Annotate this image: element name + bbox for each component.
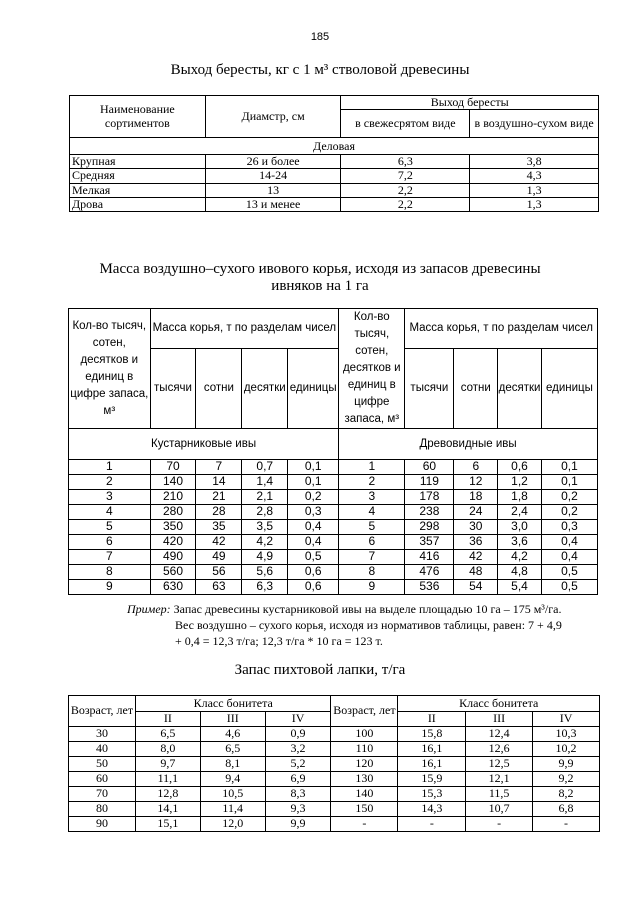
table-cell: 6,9 [265,772,331,787]
section-tree-willows: Древовидные ивы [339,429,598,460]
table-cell: 4,9 [242,550,288,565]
section-label: Деловая [70,138,599,155]
table-cell: 0,4 [541,550,597,565]
table-cell: 280 [150,505,196,520]
table-cell: 6,3 [242,580,288,595]
table-cell: 2,2 [341,197,470,211]
header-units: единицы [541,349,597,429]
table-row [69,490,598,505]
header-mass-left: Масса корья, т по разделам чисел [150,309,339,349]
table-cell: 0,3 [541,520,597,535]
example-label: Пример: [127,602,171,616]
table-cell: 14-24 [205,169,341,183]
table-cell: 9 [69,580,151,595]
table-cell: 15,1 [135,817,200,832]
table-cell: 50 [69,757,136,772]
table-row [69,565,598,580]
table-cell: 54 [454,580,498,595]
table-cell: 3,2 [265,742,331,757]
table-cell: 16,1 [398,757,466,772]
header-class-iii: III [466,711,533,727]
header-units: единицы [288,349,339,429]
table-row [69,475,598,490]
table-cell: 15,8 [398,727,466,742]
table-cell: 1,3 [470,183,599,197]
table-row [69,727,600,742]
table-cell: - [398,817,466,832]
table-cell: Средняя [70,169,206,183]
table1-title: Выход бересты, кг с 1 м³ стволовой древесины [170,62,470,78]
table-cell: 0,6 [288,565,339,580]
table-cell: 49 [196,550,242,565]
table-cell: 24 [454,505,498,520]
header-class-iv: IV [533,711,600,727]
header-age-right: Возраст, лет [331,696,398,727]
table-cell: 5 [69,520,151,535]
table-row [69,520,598,535]
table-cell: 1,3 [470,197,599,211]
table-cell: 4,8 [498,565,542,580]
table-cell: 0,9 [265,727,331,742]
table-cell: 70 [69,787,136,802]
table-cell: 13 [205,183,341,197]
table-cell: 8,2 [533,787,600,802]
table-cell: 3,6 [498,535,542,550]
table-cell: 140 [150,475,196,490]
table-cell: 8,0 [135,742,200,757]
header-class-left: Класс бонитета [135,696,331,712]
table-row [70,197,599,211]
table-cell: 5,4 [498,580,542,595]
table-cell: - [466,817,533,832]
table-cell: 0,4 [288,535,339,550]
table-cell: 0,7 [242,460,288,475]
table-cell: 70 [150,460,196,475]
table3-title: Запас пихтовой лапки, т/га [234,662,406,678]
table-cell: 18 [454,490,498,505]
table-cell: 0,6 [498,460,542,475]
table-cell: 21 [196,490,242,505]
table-cell: 2,2 [341,183,470,197]
table-cell: 9,4 [200,772,265,787]
table-cell: 5 [339,520,405,535]
table-cell: 100 [331,727,398,742]
header-dry: в воздушно-сухом виде [470,110,599,138]
table-cell: 13 и менее [205,197,341,211]
table-cell: 6,8 [533,802,600,817]
table-cell: 42 [196,535,242,550]
header-thousands: тысячи [405,349,454,429]
table-cell: 48 [454,565,498,580]
example-line3: + 0,4 = 12,3 т/га; 12,3 т/га * 10 га = 123 т. [175,634,383,648]
fir-twigs-table [68,695,600,832]
table-row [69,817,600,832]
table-cell: 1,4 [242,475,288,490]
table-cell: 12,0 [200,817,265,832]
table-cell: 12,5 [466,757,533,772]
header-age-left: Возраст, лет [69,696,136,727]
table-cell: 4,2 [242,535,288,550]
header-tens: десятки [242,349,288,429]
table-cell: 0,2 [541,505,597,520]
table-row [69,550,598,565]
table-cell: 490 [150,550,196,565]
table-cell: 6 [69,535,151,550]
header-fresh: в свежесрятом виде [341,110,470,138]
table-cell: 560 [150,565,196,580]
table-cell: 630 [150,580,196,595]
table-cell: 0,5 [541,580,597,595]
header-qty-right: Кол-во тысяч, сотен, десятков и единиц в цифре запаса, м³ [339,309,405,429]
table-cell: 0,6 [288,580,339,595]
table-cell: 1 [339,460,405,475]
table-cell: Крупная [70,155,206,169]
table-cell: 5,2 [265,757,331,772]
table-cell: 210 [150,490,196,505]
table-cell: 9,9 [265,817,331,832]
table-cell: 0,3 [288,505,339,520]
table-cell: 14 [196,475,242,490]
table-cell: 150 [331,802,398,817]
table-cell: 36 [454,535,498,550]
table-cell: 10,5 [200,787,265,802]
table-row [69,757,600,772]
header-hundreds: сотни [196,349,242,429]
table-cell: 12,4 [466,727,533,742]
header-name: Наименование сортиментов [70,96,206,138]
table-cell: 9,9 [533,757,600,772]
table-cell: 11,1 [135,772,200,787]
table-cell: 3,8 [470,155,599,169]
table-cell: Дрова [70,197,206,211]
table-cell: 2 [339,475,405,490]
table-cell: 4,3 [470,169,599,183]
table-cell: 15,9 [398,772,466,787]
table-row [69,772,600,787]
table-cell: 2,4 [498,505,542,520]
table-cell: 6,5 [135,727,200,742]
table-cell: 11,4 [200,802,265,817]
example-block [127,601,607,649]
table-cell: 6 [454,460,498,475]
header-thousands: тысячи [150,349,196,429]
table-cell: 0,2 [288,490,339,505]
table-cell: 130 [331,772,398,787]
table-cell: 16,1 [398,742,466,757]
table-cell: 14,1 [135,802,200,817]
table-cell: 10,3 [533,727,600,742]
table-cell: 1,8 [498,490,542,505]
table2-title-line1: Масса воздушно–сухого ивового корья, исходя из запасов древесины [99,261,541,277]
table-cell: 7,2 [341,169,470,183]
table-cell: 4 [69,505,151,520]
table-cell: 0,4 [541,535,597,550]
table-cell: 14,3 [398,802,466,817]
table-cell: 350 [150,520,196,535]
table-cell: 476 [405,565,454,580]
table-cell: 0,1 [541,460,597,475]
table-cell: 63 [196,580,242,595]
table-cell: 40 [69,742,136,757]
table-cell: 10,7 [466,802,533,817]
table-cell: 8 [339,565,405,580]
table-cell: 298 [405,520,454,535]
table-cell: 6 [339,535,405,550]
header-diameter: Диамстр, см [205,96,341,138]
table-cell: 3 [69,490,151,505]
table-cell: 420 [150,535,196,550]
table-cell: 5,6 [242,565,288,580]
table-cell: 6,5 [200,742,265,757]
table-cell: 12,8 [135,787,200,802]
table-cell: 12,6 [466,742,533,757]
table-cell: 80 [69,802,136,817]
header-class-ii: II [398,711,466,727]
table-cell: 7 [196,460,242,475]
page-number: 185 [310,31,330,43]
table-cell: - [331,817,398,832]
table-cell: 2 [69,475,151,490]
example-line2: Вес воздушно – сухого корья, исходя из нормативов таблицы, равен: 7 + 4,9 [175,618,562,632]
table-cell: 10,2 [533,742,600,757]
table-cell: 3,5 [242,520,288,535]
table-cell: 0,5 [288,550,339,565]
table-cell: 4,6 [200,727,265,742]
table-cell: 2,1 [242,490,288,505]
table-cell: 0,1 [288,460,339,475]
table2-title-line2: ивняков на 1 га [271,278,369,294]
table-cell: 26 и более [205,155,341,169]
table-row [69,742,600,757]
table-row [70,169,599,183]
table-cell: 0,1 [541,475,597,490]
table-cell: 120 [331,757,398,772]
table-cell: 9,2 [533,772,600,787]
table-cell: 416 [405,550,454,565]
table-cell: 0,4 [288,520,339,535]
table-cell: 56 [196,565,242,580]
header-qty-left: Кол-во тысяч, сотен, десятков и единиц в цифре запаса, м³ [69,309,151,429]
table-row [70,183,599,197]
table-cell: 12,1 [466,772,533,787]
table-cell: 4 [339,505,405,520]
table-row [70,155,599,169]
table-row [69,802,600,817]
table-cell: 1,2 [498,475,542,490]
table-cell: 0,5 [541,565,597,580]
table-cell: 178 [405,490,454,505]
birch-bark-table [69,95,599,212]
table-cell: 90 [69,817,136,832]
table-cell: 140 [331,787,398,802]
table-cell: 9,7 [135,757,200,772]
table-cell: 8,1 [200,757,265,772]
table-cell: 8,3 [265,787,331,802]
table-cell: 0,1 [288,475,339,490]
table-cell: 2,8 [242,505,288,520]
table-row [69,460,598,475]
table-row [69,505,598,520]
table-row [69,535,598,550]
table-cell: - [533,817,600,832]
table-row [69,580,598,595]
table-cell: 110 [331,742,398,757]
table-cell: 3 [339,490,405,505]
header-mass-right: Масса корья, т по разделам чисел [405,309,598,349]
header-yield: Выход бересты [341,96,599,110]
table-cell: 6,3 [341,155,470,169]
table-cell: 15,3 [398,787,466,802]
table-cell: 60 [69,772,136,787]
table-cell: Мелкая [70,183,206,197]
table-cell: 119 [405,475,454,490]
table-cell: 536 [405,580,454,595]
table-cell: 4,2 [498,550,542,565]
table-row [69,787,600,802]
table-cell: 30 [454,520,498,535]
header-tens: десятки [498,349,542,429]
table-cell: 9 [339,580,405,595]
table-cell: 0,2 [541,490,597,505]
table-cell: 60 [405,460,454,475]
section-shrub-willows: Кустарниковые ивы [69,429,339,460]
example-line1: Запас древесины кустарниковой ивы на выделе площадью 10 га – 175 м³/га. [173,602,562,616]
table-cell: 357 [405,535,454,550]
table-cell: 7 [69,550,151,565]
header-class-iv: IV [265,711,331,727]
table-cell: 9,3 [265,802,331,817]
table-cell: 7 [339,550,405,565]
table-cell: 30 [69,727,136,742]
header-class-ii: II [135,711,200,727]
header-class-right: Класс бонитета [398,696,600,712]
willow-bark-table [68,308,598,595]
table-cell: 35 [196,520,242,535]
table-cell: 11,5 [466,787,533,802]
table-cell: 238 [405,505,454,520]
table-cell: 12 [454,475,498,490]
table-cell: 1 [69,460,151,475]
header-hundreds: сотни [454,349,498,429]
header-class-iii: III [200,711,265,727]
table-cell: 8 [69,565,151,580]
table-cell: 28 [196,505,242,520]
table-cell: 42 [454,550,498,565]
table-cell: 3,0 [498,520,542,535]
